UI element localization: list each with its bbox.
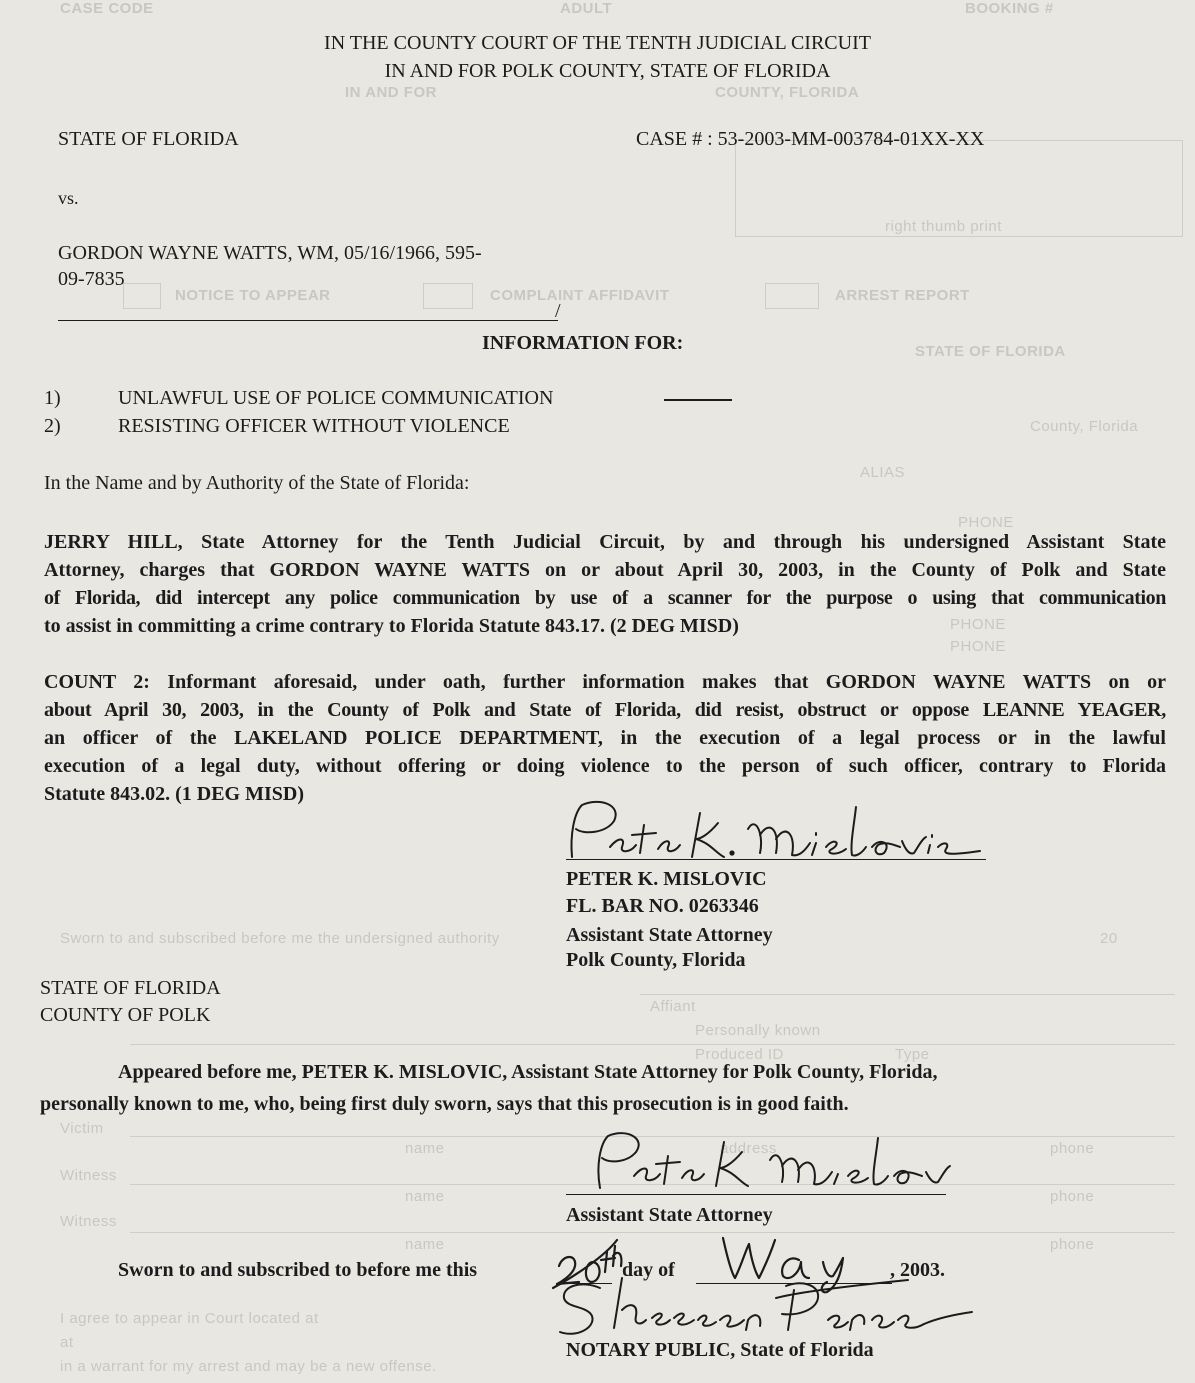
- ghost-text: NOTICE TO APPEAR: [175, 287, 331, 304]
- count-2-line: COUNT 2: Informant aforesaid, under oath, further information makes that GORDON WAYNE WATTS on or: [44, 671, 1166, 693]
- ghost-text: in a warrant for my arrest and may be a new offense.: [60, 1358, 437, 1375]
- ghost-text: ALIAS: [860, 464, 906, 481]
- information-heading: INFORMATION FOR:: [482, 332, 684, 354]
- charge-title: RESISTING OFFICER WITHOUT VIOLENCE: [118, 415, 510, 437]
- ghost-text: at: [60, 1334, 74, 1351]
- ghost-checkbox: [423, 283, 473, 309]
- count-1-line: Attorney, charges that GORDON WAYNE WATTS on or about April 30, 2003, in the County of Polk and State: [44, 559, 1166, 581]
- count-2-line: an officer of the LAKELAND POLICE DEPARTMENT, in the execution of a legal process or in the lawful: [44, 727, 1166, 749]
- signature-line: [566, 859, 986, 860]
- count-2-paragraph: [44, 668, 1166, 808]
- jurat-day-of: day of: [622, 1259, 675, 1281]
- defendant-line-1: GORDON WAYNE WATTS, WM, 05/16/1966, 595-: [58, 242, 482, 264]
- charge-title: UNLAWFUL USE OF POLICE COMMUNICATION: [118, 387, 554, 409]
- count-1-paragraph: [44, 528, 1166, 640]
- ghost-text: name: [405, 1236, 445, 1253]
- ghost-text: IN AND FOR: [345, 84, 437, 101]
- charge-number: 2): [44, 415, 61, 437]
- ghost-text: phone: [1050, 1188, 1095, 1205]
- ghost-text: PHONE: [958, 514, 1014, 531]
- court-caption-line-2: IN AND FOR POLK COUNTY, STATE OF FLORIDA: [384, 60, 831, 82]
- ghost-text: STATE OF FLORIDA: [915, 343, 1066, 360]
- oath-line-1: Appeared before me, PETER K. MISLOVIC, Assistant State Attorney for Polk County, Florida,: [118, 1061, 938, 1083]
- charge-number: 1): [44, 387, 61, 409]
- venue-state: STATE OF FLORIDA: [40, 977, 221, 999]
- notary-title: NOTARY PUBLIC, State of Florida: [566, 1339, 874, 1361]
- ghost-text: right thumb print: [885, 218, 1002, 235]
- ghost-checkbox: [765, 283, 819, 309]
- ghost-text: address: [720, 1140, 777, 1157]
- ghost-text: Victim: [60, 1120, 104, 1137]
- count-2-line: execution of a legal duty, without offering or doing violence to the person of such officer, contrary to Florida: [44, 755, 1166, 777]
- ghost-line: [130, 1044, 1175, 1045]
- ghost-text: Witness: [60, 1213, 117, 1230]
- ghost-text: Produced ID: [695, 1046, 784, 1063]
- signer-bar-number: FL. BAR NO. 0263346: [566, 895, 759, 917]
- count-1-line: of Florida, did intercept any police communication by use of a scanner for the purpose o using that communication: [44, 587, 1166, 609]
- charge-dash: [664, 399, 732, 401]
- ghost-text: ADULT: [560, 0, 613, 17]
- caption-divider-slash: /: [555, 300, 561, 322]
- case-number: CASE # : 53-2003-MM-003784-01XX-XX: [636, 128, 985, 150]
- ghost-text: Witness: [60, 1167, 117, 1184]
- count-1-line: JERRY HILL, State Attorney for the Tenth Judicial Circuit, by and through his undersigned Assistant State: [44, 531, 1166, 553]
- ghost-text: Personally known: [695, 1022, 821, 1039]
- prosecutor-signature-2: [560, 1128, 960, 1198]
- defendant-line-2: 09-7835: [58, 268, 125, 290]
- count-2-line: about April 30, 2003, in the County of Polk and State of Florida, did resist, obstruct or oppose LEANNE YEAGER,: [44, 699, 1166, 721]
- oath-line-2: personally known to me, who, being first duly sworn, says that this prosecution is in good faith.: [40, 1093, 849, 1115]
- ghost-text: Affiant: [650, 998, 696, 1015]
- court-caption-line-1: IN THE COUNTY COURT OF THE TENTH JUDICIAL CIRCUIT: [324, 32, 871, 54]
- ghost-text: phone: [1050, 1140, 1095, 1157]
- ghost-checkbox: [123, 283, 161, 309]
- ghost-text: ARREST REPORT: [835, 287, 970, 304]
- versus-label: vs.: [58, 188, 79, 208]
- count-2-line: Statute 843.02. (1 DEG MISD): [44, 783, 304, 805]
- ghost-line: [640, 994, 1175, 995]
- plaintiff-name: STATE OF FLORIDA: [58, 128, 239, 150]
- ghost-text: name: [405, 1140, 445, 1157]
- notary-signature: [548, 1268, 1018, 1348]
- jurat-year: , 2003.: [890, 1259, 945, 1281]
- ghost-text: PHONE: [950, 616, 1006, 633]
- signer-name: PETER K. MISLOVIC: [566, 868, 767, 890]
- signer-title: Assistant State Attorney: [566, 924, 773, 946]
- ghost-text: CASE CODE: [60, 0, 154, 17]
- ghost-text: PHONE: [950, 638, 1006, 655]
- ghost-text: COUNTY, FLORIDA: [715, 84, 860, 101]
- jurat-prefix: Sworn to and subscribed to before me this: [118, 1259, 478, 1281]
- ghost-text: phone: [1050, 1236, 1095, 1253]
- ghost-text: 20: [1100, 930, 1118, 947]
- ghost-text: I agree to appear in Court located at: [60, 1310, 319, 1327]
- caption-divider: [58, 320, 558, 321]
- ghost-text: County, Florida: [1030, 418, 1139, 435]
- authority-line: In the Name and by Authority of the State of Florida:: [44, 472, 470, 494]
- second-signer-title: Assistant State Attorney: [566, 1204, 773, 1226]
- venue-county: COUNTY OF POLK: [40, 1004, 211, 1026]
- ghost-text: BOOKING #: [965, 0, 1054, 17]
- count-1-line: to assist in committing a crime contrary to Florida Statute 843.17. (2 DEG MISD): [44, 615, 739, 637]
- signature-line: [566, 1194, 946, 1195]
- ghost-text: name: [405, 1188, 445, 1205]
- ghost-text: Type: [895, 1046, 930, 1063]
- signer-county: Polk County, Florida: [566, 949, 746, 971]
- ghost-text: COMPLAINT AFFIDAVIT: [490, 287, 670, 304]
- ghost-text: Sworn to and subscribed before me the undersigned authority: [60, 930, 500, 947]
